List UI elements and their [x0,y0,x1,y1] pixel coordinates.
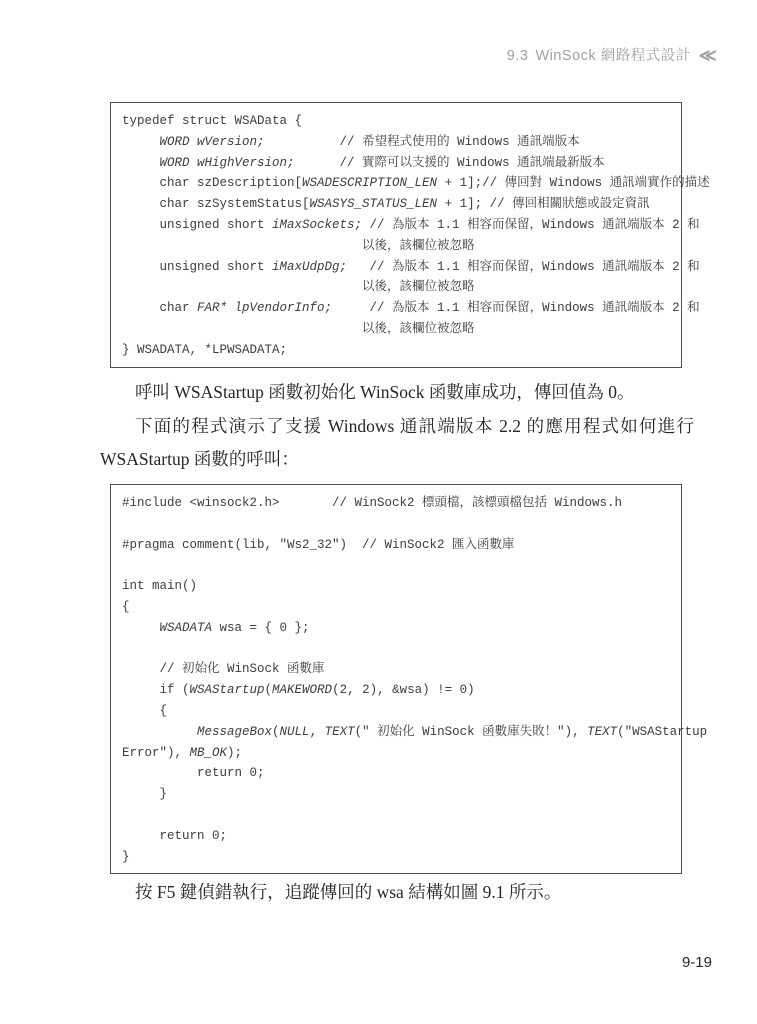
paragraph-example-intro: 下面的程式演示了支援 Windows 通訊端版本 2.2 的應用程式如何進行 WSAStartup 函數的呼叫： [100,416,694,469]
chapter-marker-icon: ≪ [698,46,717,65]
page-number: 9-19 [681,954,712,971]
paragraph-debug-note: 按 F5 鍵偵錯執行，追蹤傳回的 wsa 結構如圖 9.1 所示。 [135,882,562,902]
paragraph-wsastartup-result: 呼叫 WSAStartup 函數初始化 WinSock 函數庫成功，傳回值為 0。 [135,382,635,402]
section-title: WinSock 網路程式設計 [535,48,691,64]
code-text: #include <winsock2.h> // WinSock2 標頭檔，該標頭檔包括 Windows.h #pragma comment(lib, "Ws2_32") // WinSock2 匯入函數庫 int main() { WSADATA wsa = { 0 }; // 初始化 WinSock 函數庫 if (WSAStartup(MAKEWORD(2, 2), &wsa) != 0) { MessageBox(NULL, TEXT(" 初始化 WinSock 函數庫失敗！"), TEXT("WSAStartup Error"), MB_OK); return 0; } return 0; } [122,496,708,864]
section-number: 9.3 [506,48,529,64]
code-text: typedef struct WSAData { WORD wVersion; // 希望程式使用的 Windows 通訊端版本 WORD wHighVersion; // 實際可以支援的 Windows 通訊端最新版本 char szDescription[WSADESCRIPTION_LEN + 1];// 傳回對 Windows 通訊端實作的描述 char szSystemStatus[WSASYS_STATUS_LEN + 1]; // 傳回相關狀態或設定資訊 unsigned short iMaxSockets; // 為版本 1.1 相容而保留，Windows 通訊端版本 2 和 以後，該欄位被忽略 unsigned short iMaxUdpDg; // 為版本 1.1 相容而保留，Windows 通訊端版本 2 和 以後，該欄位被忽略 char FAR* lpVendorInfo; // 為版本 1.1 相容而保留，Windows 通訊端版本 2 和 以後，該欄位被忽略 } WSADATA, *LPWSADATA; [122,114,710,357]
wsastartup-example-code-block [110,484,708,874]
page-header [507,44,717,66]
struct-definition-code-block [110,102,710,368]
